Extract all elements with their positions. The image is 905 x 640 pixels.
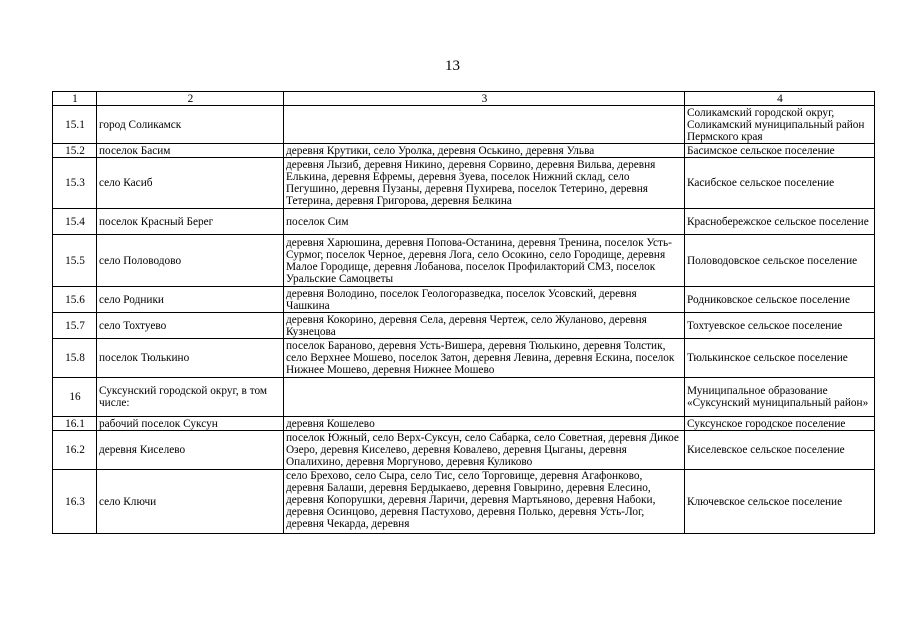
row-number: 15.7 [53, 313, 97, 339]
row-number: 15.1 [53, 106, 97, 144]
village-list: деревня Харюшина, деревня Попова-Останина, деревня Тренина, поселок Усть-Сурмог, поселок Черное, деревня Лога, село Осокино, село Городище, деревня Малое Городище, деревня Лобанова, поселок Профилакторий СМЗ, поселок Уральские Самоцветы [284, 235, 685, 287]
village-list: село Брехово, село Сыра, село Тис, село Торговище, деревня Агафонково, деревня Балаши, деревня Бердыкаево, деревня Говырино, деревня Елесино, деревня Копорушки, деревня Ларичи, деревня Мартьяново, деревня Набоки, деревня Осинцово, деревня Пастухово, деревня Полько, деревня Усть-Лог, деревня Чекарда, деревня [284, 470, 685, 534]
table-row [53, 287, 875, 313]
column-header: 4 [685, 92, 875, 106]
village-list: поселок Южный, село Верх-Суксун, село Сабарка, село Советная, деревня Дикое Озеро, деревня Киселево, деревня Ковалево, деревня Цыганы, деревня Опалихино, деревня Моргуново, деревня Куликово [284, 431, 685, 470]
settlement-name: поселок Красный Берег [97, 209, 284, 235]
settlement-name: деревня Киселево [97, 431, 284, 470]
row-number: 16.2 [53, 431, 97, 470]
municipality-name: Родниковское сельское поселение [685, 287, 875, 313]
settlement-name: село Ключи [97, 470, 284, 534]
municipality-name: Касибское сельское поселение [685, 158, 875, 209]
municipality-name: Муниципальное образование «Суксунский муниципальный район» [685, 378, 875, 417]
settlement-name: село Тохтуево [97, 313, 284, 339]
municipality-name: Половодовское сельское поселение [685, 235, 875, 287]
municipality-name: Тюлькинское сельское поселение [685, 339, 875, 378]
settlement-name: поселок Басим [97, 144, 284, 158]
table-row [53, 378, 875, 417]
settlements-table [52, 91, 875, 534]
table-row [53, 158, 875, 209]
village-list: поселок Бараново, деревня Усть-Вишера, деревня Тюлькино, деревня Толстик, село Верхнее Мошево, поселок Затон, деревня Левина, деревня Ескина, поселок Нижнее Мошево, деревня Нижнее Мошево [284, 339, 685, 378]
row-number: 15.8 [53, 339, 97, 378]
column-header: 1 [53, 92, 97, 106]
row-number: 15.5 [53, 235, 97, 287]
village-list: деревня Крутики, село Уролка, деревня Оськино, деревня Ульва [284, 144, 685, 158]
column-header: 3 [284, 92, 685, 106]
table-row [53, 431, 875, 470]
row-number: 15.3 [53, 158, 97, 209]
settlement-name: город Соликамск [97, 106, 284, 144]
table-header-row [53, 92, 875, 106]
table-row [53, 313, 875, 339]
village-list: поселок Сим [284, 209, 685, 235]
municipality-name: Киселевское сельское поселение [685, 431, 875, 470]
settlement-name: село Родники [97, 287, 284, 313]
settlement-name: село Половодово [97, 235, 284, 287]
row-number: 15.4 [53, 209, 97, 235]
row-number: 16.1 [53, 417, 97, 431]
row-number: 15.6 [53, 287, 97, 313]
village-list [284, 378, 685, 417]
village-list: деревня Лызиб, деревня Никино, деревня Сорвино, деревня Вильва, деревня Елькина, деревня Ефремы, деревня Зуева, поселок Нижний склад, село Пегушино, деревня Пузаны, деревня Пухирева, поселок Тетерино, деревня Тетерина, деревня Григорова, деревня Белкина [284, 158, 685, 209]
table-row [53, 339, 875, 378]
settlement-name: село Касиб [97, 158, 284, 209]
table-row [53, 470, 875, 534]
table-row [53, 235, 875, 287]
table-row [53, 144, 875, 158]
table-row [53, 106, 875, 144]
municipality-name: Краснобережское сельское поселение [685, 209, 875, 235]
settlement-name: Суксунский городской округ, в том числе: [97, 378, 284, 417]
table-row [53, 417, 875, 431]
row-number: 15.2 [53, 144, 97, 158]
row-number: 16 [53, 378, 97, 417]
municipality-name: Соликамский городской округ, Соликамский муниципальный район Пермского края [685, 106, 875, 144]
municipality-name: Ключевское сельское поселение [685, 470, 875, 534]
settlement-name: рабочий поселок Суксун [97, 417, 284, 431]
row-number: 16.3 [53, 470, 97, 534]
village-list [284, 106, 685, 144]
settlement-name: поселок Тюлькино [97, 339, 284, 378]
village-list: деревня Кокорино, деревня Села, деревня Чертеж, село Жуланово, деревня Кузнецова [284, 313, 685, 339]
municipality-name: Басимское сельское поселение [685, 144, 875, 158]
village-list: деревня Володино, поселок Геологоразведка, поселок Усовский, деревня Чашкина [284, 287, 685, 313]
page-number: 13 [445, 58, 460, 74]
table-row [53, 209, 875, 235]
municipality-name: Суксунское городское поселение [685, 417, 875, 431]
municipality-name: Тохтуевское сельское поселение [685, 313, 875, 339]
village-list: деревня Кошелево [284, 417, 685, 431]
column-header: 2 [97, 92, 284, 106]
